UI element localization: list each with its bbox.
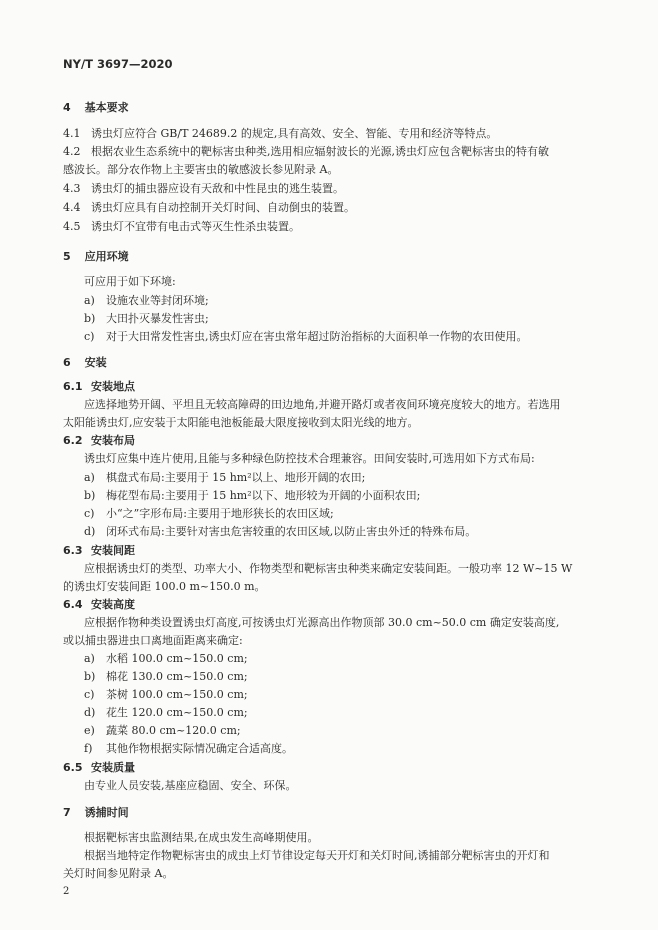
list-label: a) xyxy=(84,652,95,665)
clause-4-5 xyxy=(63,220,300,234)
section-6-heading xyxy=(63,356,107,370)
list-label: b) xyxy=(84,670,96,683)
paragraph-line: 关灯时间参见附录 A。 xyxy=(63,867,174,880)
list-item xyxy=(84,489,420,503)
list-text: 花生 120.0 cm~150.0 cm; xyxy=(106,706,248,719)
list-item xyxy=(84,670,248,684)
list-text: 蔬菜 80.0 cm~120.0 cm; xyxy=(106,724,241,737)
clause-text: 诱虫灯的捕虫器应设有天敌和中性昆虫的逃生装置。 xyxy=(91,182,344,195)
list-label: c) xyxy=(84,330,95,343)
section-number: 6 xyxy=(63,356,71,369)
list-text: 小“之”字形布局:主要用于地形狭长的农田区域; xyxy=(106,507,334,520)
list-item xyxy=(84,294,209,308)
subsection-number: 6.5 xyxy=(63,761,83,774)
paragraph-line: 或以捕虫器进虫口离地面距离来确定: xyxy=(63,634,243,647)
clause-4-3 xyxy=(63,182,344,196)
subsection-6-3-heading xyxy=(63,544,135,558)
subsection-number: 6.2 xyxy=(63,434,83,447)
list-item xyxy=(84,471,365,485)
list-text: 对于大田常发性害虫,诱虫灯应在害虫常年超过防治指标的大面积单一作物的农田使用。 xyxy=(106,330,528,343)
list-label: b) xyxy=(84,312,96,325)
list-text: 设施农业等封闭环境; xyxy=(106,294,209,307)
list-label: d) xyxy=(84,525,96,538)
list-label: a) xyxy=(84,471,95,484)
section-title: 应用环境 xyxy=(84,250,129,263)
clause-text: 诱虫灯应符合 GB/T 24689.2 的规定,具有高效、安全、智能、专用和经济等特点。 xyxy=(91,127,498,140)
list-label: f) xyxy=(84,742,93,755)
list-label: b) xyxy=(84,489,96,502)
list-text: 其他作物根据实际情况确定合适高度。 xyxy=(106,742,293,755)
subsection-6-5-heading xyxy=(63,761,135,775)
paragraph-line: 太阳能诱虫灯,应安装于太阳能电池板能最大限度接收到太阳光线的地方。 xyxy=(63,416,419,429)
clause-4-2 xyxy=(63,145,549,159)
section-title: 安装 xyxy=(84,356,107,369)
list-label: d) xyxy=(84,706,96,719)
subsection-number: 6.1 xyxy=(63,380,83,393)
clause-text: 诱虫灯应具有自动控制开关灯时间、自动倒虫的装置。 xyxy=(91,201,355,214)
subsection-6-2-heading xyxy=(63,434,135,448)
paragraph-line: 应根据作物种类设置诱虫灯高度,可按诱虫灯光源高出作物顶部 30.0 cm~50.0 cm 确定安装高度, xyxy=(84,616,560,629)
clause-number: 4.2 xyxy=(63,145,81,158)
subsection-title: 安装质量 xyxy=(91,761,135,774)
section-number: 5 xyxy=(63,250,71,263)
paragraph-line: 由专业人员安装,基座应稳固、安全、环保。 xyxy=(84,779,297,792)
paragraph-line: 的诱虫灯安装间距 100.0 m~150.0 m。 xyxy=(63,580,266,593)
document-id: NY/T 3697—2020 xyxy=(63,57,173,71)
list-text: 闭环式布局:主要针对害虫危害较重的农田区域,以防止害虫外迁的特殊布局。 xyxy=(106,525,477,538)
subsection-title: 安装间距 xyxy=(91,544,135,557)
clause-4-1 xyxy=(63,127,497,141)
subsection-number: 6.4 xyxy=(63,598,83,611)
subsection-6-4-heading xyxy=(63,598,135,612)
clause-number: 4.5 xyxy=(63,220,81,233)
section-title: 诱捕时间 xyxy=(84,806,129,819)
section-7-heading xyxy=(63,806,129,820)
subsection-number: 6.3 xyxy=(63,544,83,557)
list-item xyxy=(84,312,209,326)
clause-number: 4.3 xyxy=(63,182,81,195)
list-item xyxy=(84,652,248,666)
section-number: 7 xyxy=(63,806,71,819)
subsection-title: 安装布局 xyxy=(91,434,135,447)
paragraph-line: 应根据诱虫灯的类型、功率大小、作物类型和靶标害虫种类来确定安装间距。一般功率 12 W~15 W xyxy=(84,562,573,575)
list-text: 棋盘式布局:主要用于 15 hm²以上、地形开阔的农田; xyxy=(106,471,366,484)
subsection-title: 安装高度 xyxy=(91,598,135,611)
list-item xyxy=(84,724,241,738)
page-number: 2 xyxy=(63,886,70,897)
clause-text: 诱虫灯不宜带有电击式等灭生性杀虫装置。 xyxy=(91,220,300,233)
list-text: 水稻 100.0 cm~150.0 cm; xyxy=(106,652,248,665)
paragraph-line: 根据当地特定作物靶标害虫的成虫上灯节律设定每天开灯和关灯时间,诱捕部分靶标害虫的开灯和 xyxy=(84,849,550,862)
list-item xyxy=(84,330,528,344)
clause-text-line1: 根据农业生态系统中的靶标害虫种类,选用相应辐射波长的光源,诱虫灯应包含靶标害虫的特有敏 xyxy=(91,145,549,158)
list-item xyxy=(84,525,476,539)
paragraph-line: 应选择地势开阔、平坦且无较高障碍的田边地角,并避开路灯或者夜间环境亮度较大的地方。若选用 xyxy=(84,398,561,411)
list-label: e) xyxy=(84,724,95,737)
list-item xyxy=(84,688,248,702)
list-item xyxy=(84,706,248,720)
list-label: c) xyxy=(84,688,95,701)
section-5-heading xyxy=(63,250,129,264)
list-text: 梅花型布局:主要用于 15 hm²以下、地形较为开阔的小面积农田; xyxy=(106,489,421,502)
list-text: 棉花 130.0 cm~150.0 cm; xyxy=(106,670,248,683)
list-text: 大田扑灭暴发性害虫; xyxy=(106,312,209,325)
section-4-heading xyxy=(63,101,129,115)
clause-4-2-line2: 感波长。部分农作物上主要害虫的敏感波长参见附录 A。 xyxy=(63,163,339,176)
list-label: a) xyxy=(84,294,95,307)
section-5-intro: 可应用于如下环境: xyxy=(84,275,176,288)
subsection-6-1-heading xyxy=(63,380,135,394)
clause-4-4 xyxy=(63,201,355,215)
paragraph-line: 诱虫灯应集中连片使用,且能与多种绿色防控技术合理兼容。田间安装时,可选用如下方式布局: xyxy=(84,452,535,465)
paragraph-line: 根据靶标害虫监测结果,在成虫发生高峰期使用。 xyxy=(84,831,319,844)
clause-number: 4.1 xyxy=(63,127,81,140)
list-label: c) xyxy=(84,507,95,520)
list-text: 茶树 100.0 cm~150.0 cm; xyxy=(106,688,248,701)
list-item xyxy=(84,507,334,521)
list-item xyxy=(84,742,293,756)
section-title: 基本要求 xyxy=(84,101,129,114)
section-number: 4 xyxy=(63,101,71,114)
clause-number: 4.4 xyxy=(63,201,81,214)
subsection-title: 安装地点 xyxy=(91,380,135,393)
